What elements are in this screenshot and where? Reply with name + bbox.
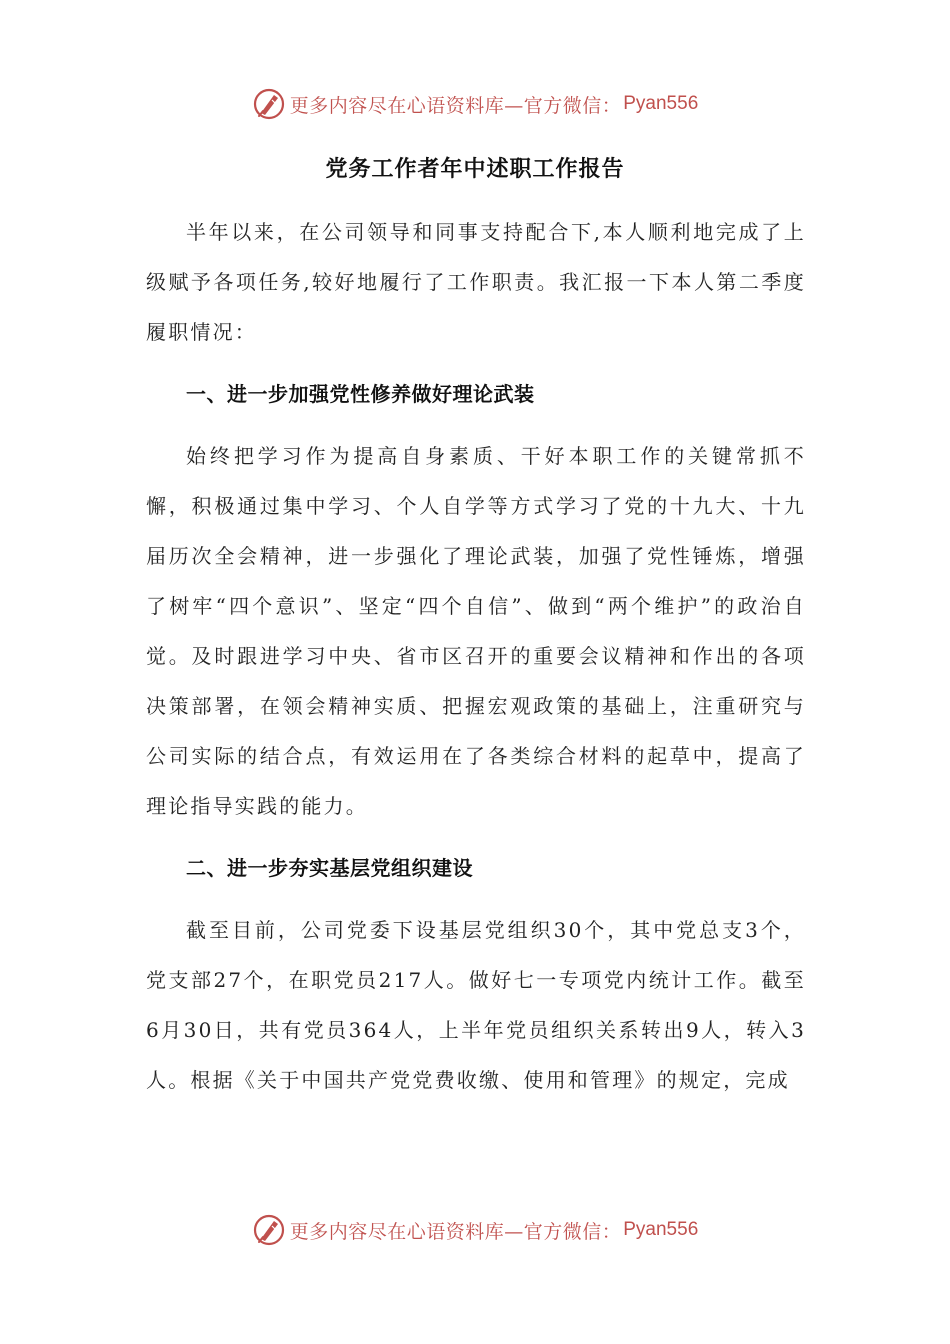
section-2-heading: 二、进一步夯实基层党组织建设	[186, 856, 473, 880]
section-1-paragraph: 始终把学习作为提高自身素质、干好本职工作的关键常抓不懈，积极通过集中学习、个人自学等方式学习了党的十九大、十九届历次全会精神，进一步强化了理论武装，加强了党性锤炼，增强了树牢“四个意识”、坚定“四个自信”、做到“两个维护”的政治自觉。及时跟进学习中央、省市区召开的重要会议精神和作出的各项决策部署，在领会精神实质、把握宏观政策的基础上，注重研究与公司实际的结合点，有效运用在了各类综合材料的起草中，提高了理论指导实践的能力。	[146, 444, 806, 818]
watermark-top	[0, 84, 950, 124]
watermark-wechat-id: Pyan556	[623, 93, 699, 114]
section-1-heading: 一、进一步加强党性修养做好理论武装	[186, 382, 535, 406]
document-body	[146, 207, 806, 1105]
section-2-paragraph: 截至目前，公司党委下设基层党组织30个，其中党总支3个，党支部27个，在职党员217人。做好七一专项党内统计工作。截至6月30日，共有党员364人，上半年党员组织关系转出9人，转入3人。根据《关于中国共产党党费收缴、使用和管理》的规定，完成	[146, 918, 806, 1092]
intro-paragraph: 半年以来，在公司领导和同事支持配合下,本人顺利地完成了上级赋予各项任务,较好地履行了工作职责。我汇报一下本人第二季度履职情况：	[146, 220, 806, 344]
watermark-text: 更多内容尽在心语资料库—官方微信：	[289, 94, 622, 117]
watermark-wechat-id: Pyan556	[623, 1219, 699, 1240]
watermark-text: 更多内容尽在心语资料库—官方微信：	[289, 1220, 622, 1243]
document-title: 党务工作者年中述职工作报告	[325, 156, 625, 182]
watermark-bottom	[0, 1210, 950, 1250]
quill-logo-icon	[252, 1213, 286, 1247]
quill-logo-icon	[252, 87, 286, 121]
